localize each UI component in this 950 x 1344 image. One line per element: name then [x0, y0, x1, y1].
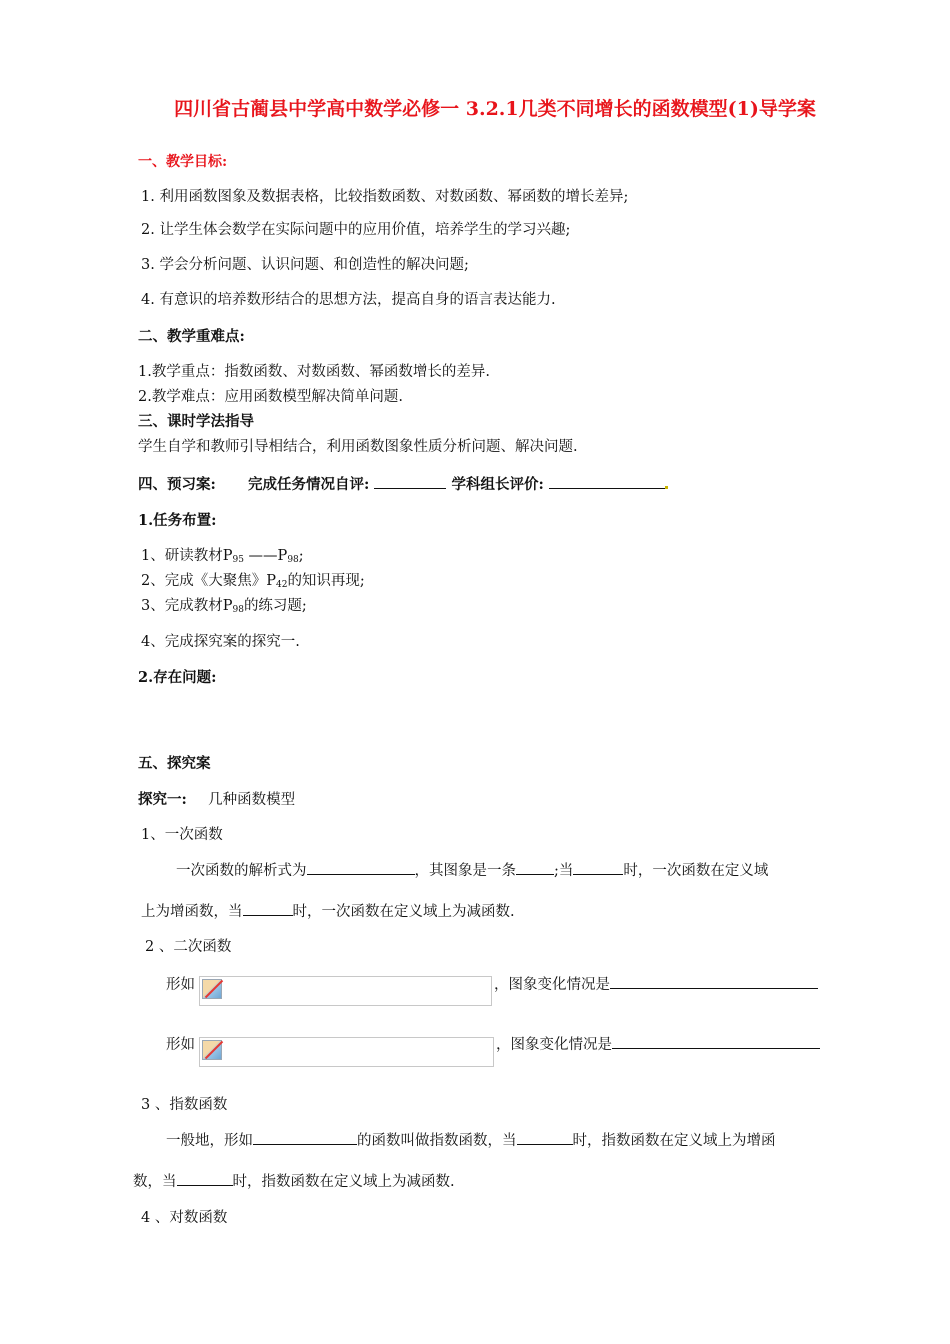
objective-item-4: 4. 有意识的培养数形结合的思想方法，提高自身的语言表达能力.: [141, 292, 556, 308]
marker-dot: [665, 486, 668, 489]
exponential-line-1: [166, 1129, 776, 1150]
broken-image-icon: [202, 1040, 222, 1060]
linear-decreasing-blank[interactable]: [243, 901, 293, 916]
key-point-item-2: 2.教学难点：应用函数模型解决简单问题.: [138, 389, 403, 405]
objective-item-2: 2. 让学生体会数学在实际问题中的应用价值，培养学生的学习兴趣;: [141, 222, 571, 238]
explore1-row: [138, 788, 295, 809]
exponential-text-c: 时，指数函数在定义域上为增函: [572, 1133, 776, 1149]
tasks-heading: 1.任务布置:: [138, 512, 217, 529]
exponential-line-2: [133, 1170, 455, 1191]
self-eval-blank[interactable]: [374, 474, 446, 489]
task2-text-a: 2、完成《大聚焦》P: [141, 573, 276, 589]
linear-text-f: 时，一次函数在定义域上为减函数.: [292, 904, 515, 920]
leader-eval-label: 学科组长评价:: [451, 476, 544, 493]
quadratic-form-label-2: 形如: [166, 1037, 195, 1053]
objective-item-3: 3. 学会分析问题、认识问题、和创造性的解决问题;: [141, 257, 469, 273]
self-eval-label: 完成任务情况自评:: [247, 476, 370, 493]
section-heading-explore: 五、探究案: [138, 755, 211, 772]
task-item-2: [141, 569, 365, 590]
formula-image-placeholder-2: [199, 1037, 494, 1067]
quadratic-change-blank-2[interactable]: [612, 1034, 820, 1049]
task3-page: 98: [232, 605, 244, 615]
linear-line-2: [141, 900, 515, 921]
quadratic-change-row-1: [494, 973, 818, 994]
task2-page: 42: [275, 580, 288, 590]
quadratic-change-text-2: ，图象变化情况是: [496, 1037, 612, 1053]
section-heading-preview: 四、预习案:: [138, 476, 216, 493]
linear-text-c: ;当: [554, 863, 574, 879]
quadratic-change-row-2: [496, 1033, 820, 1054]
task-item-3: [141, 594, 307, 615]
exponential-form-blank[interactable]: [253, 1130, 357, 1145]
explore1-title: 几种函数模型: [208, 792, 296, 808]
linear-formula-blank[interactable]: [307, 860, 415, 875]
linear-heading: 1、一次函数: [141, 827, 223, 843]
linear-text-d: 时，一次函数在定义域: [623, 863, 769, 879]
objective-item-1: 1. 利用函数图象及数据表格，比较指数函数、对数函数、幂函数的增长差异;: [141, 189, 629, 205]
quadratic-change-text-1: ，图象变化情况是: [494, 977, 610, 993]
exponential-text-d: 数，当: [133, 1174, 177, 1190]
task3-text-a: 3、完成教材P: [141, 598, 233, 614]
exponential-heading: 3 、指数函数: [141, 1097, 228, 1113]
method-text: 学生自学和教师引导相结合，利用函数图象性质分析问题、解决问题.: [138, 439, 578, 455]
logarithmic-heading: 4 、对数函数: [141, 1210, 228, 1226]
leader-eval-blank[interactable]: [549, 474, 665, 489]
quadratic-heading: 2 、二次函数: [145, 939, 232, 955]
exponential-text-e: 时，指数函数在定义域上为减函数.: [232, 1174, 455, 1190]
task1-page-end: 98: [287, 555, 299, 565]
task3-text-b: 的练习题;: [243, 598, 307, 614]
exponential-increasing-blank[interactable]: [517, 1130, 573, 1145]
task1-page-start: 95: [232, 555, 244, 565]
problems-heading: 2.存在问题:: [138, 669, 217, 686]
exponential-decreasing-blank[interactable]: [177, 1171, 233, 1186]
explore1-label: 探究一:: [138, 791, 187, 808]
linear-text-b: ，其图象是一条: [414, 863, 516, 879]
task-item-1: [141, 544, 304, 565]
linear-graph-blank[interactable]: [516, 860, 554, 875]
preview-row: [138, 473, 668, 494]
document-title: 四川省古蔺县中学高中数学必修一 3.2.1几类不同增长的函数模型(1)导学案: [174, 98, 816, 120]
task1-text-a: 1、研读教材P: [141, 548, 233, 564]
linear-text-a: 一次函数的解析式为: [176, 863, 307, 879]
task1-text-b: ——P: [243, 548, 288, 564]
linear-text-e: 上为增函数，当: [141, 904, 243, 920]
linear-increasing-blank[interactable]: [573, 860, 623, 875]
key-point-item-1: 1.教学重点：指数函数、对数函数、幂函数增长的差异.: [138, 364, 490, 380]
section-heading-key-points: 二、教学重难点:: [138, 328, 245, 345]
section-heading-method: 三、课时学法指导: [138, 413, 254, 430]
formula-image-placeholder-1: [199, 976, 492, 1006]
task1-text-c: ;: [298, 548, 304, 564]
task2-text-b: 的知识再现;: [287, 573, 365, 589]
broken-image-icon: [202, 979, 222, 999]
quadratic-form-label-1: 形如: [166, 977, 195, 993]
section-heading-objectives: 一、教学目标:: [138, 154, 228, 170]
exponential-text-b: 的函数叫做指数函数，当: [357, 1133, 517, 1149]
linear-line-1: [176, 859, 768, 880]
quadratic-change-blank-1[interactable]: [610, 974, 818, 989]
exponential-text-a: 一般地，形如: [166, 1133, 253, 1149]
task-item-4: 4、完成探究案的探究一.: [141, 634, 300, 650]
